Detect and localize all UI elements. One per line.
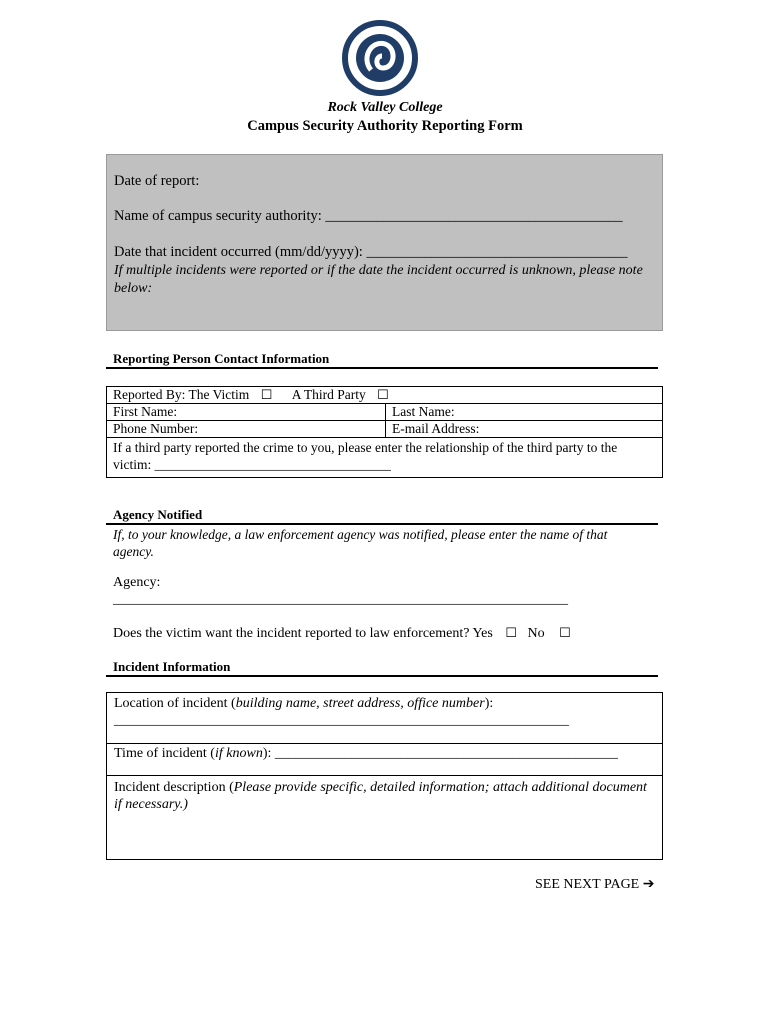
incident-section-heading: Incident Information [113,659,231,674]
location-field[interactable]: Location of incident (building name, street address, office number): [114,696,494,711]
row-divider [107,743,662,744]
incident-date-field[interactable]: Date that incident occurred (mm/dd/yyyy): ____________________________________ [114,244,628,260]
agency-label: Agency: [113,575,161,590]
report-to-law-question: Does the victim want the incident reported to law enforcement? Yes [113,626,493,641]
incident-box [106,692,663,860]
csa-name-field[interactable]: Name of campus security authority: _________________________________________ [114,208,623,224]
date-of-report-field[interactable]: Date of report: [114,173,200,189]
agency-instruction: If, to your knowledge, a law enforcement agency was notified, please enter the name of that agency. [113,527,608,559]
location-input-line[interactable]: _________________________________________________________________ [114,713,569,728]
agency-input-line[interactable]: _________________________________________________________________ [113,592,568,607]
contact-section-heading: Reporting Person Contact Information [113,351,330,366]
no-label: No [527,626,545,641]
report-details-box [106,154,663,331]
third-party-checkbox[interactable]: ☐ [377,387,389,402]
row-divider [107,775,662,776]
multiple-incidents-note: If multiple incidents were reported or if the date the incident occurred is unknown, please note below: [114,263,643,296]
no-checkbox[interactable]: ☐ [559,625,571,640]
time-of-incident-field[interactable]: Time of incident (if known): _________________________________________________ [114,746,618,761]
first-name-field[interactable]: First Name: [107,404,386,421]
college-logo-icon [341,18,419,98]
reported-by-label: Reported By: The Victim [113,387,250,402]
last-name-field[interactable]: Last Name: [386,404,663,421]
agency-section-heading: Agency Notified [113,507,203,522]
yes-checkbox[interactable]: ☐ [505,625,517,640]
form-title: Campus Security Authority Reporting Form [247,118,523,134]
section-divider [106,675,658,677]
college-name: Rock Valley College [327,100,443,115]
relationship-field[interactable]: If a third party reported the crime to you, please enter the relationship of the third party to the victim: ___________________________________ [107,438,663,478]
email-address-field[interactable]: E-mail Address: [386,421,663,438]
third-party-label: A Third Party [291,387,366,402]
victim-checkbox[interactable]: ☐ [260,387,273,402]
section-divider [106,523,658,525]
see-next-page-link[interactable]: SEE NEXT PAGE ➔ [535,877,655,892]
phone-number-field[interactable]: Phone Number: [107,421,386,438]
contact-table [106,386,663,478]
incident-description-field[interactable]: Incident description (Please provide specific, detailed information; attach additional document if necessary.) [114,780,647,812]
section-divider [106,367,658,369]
